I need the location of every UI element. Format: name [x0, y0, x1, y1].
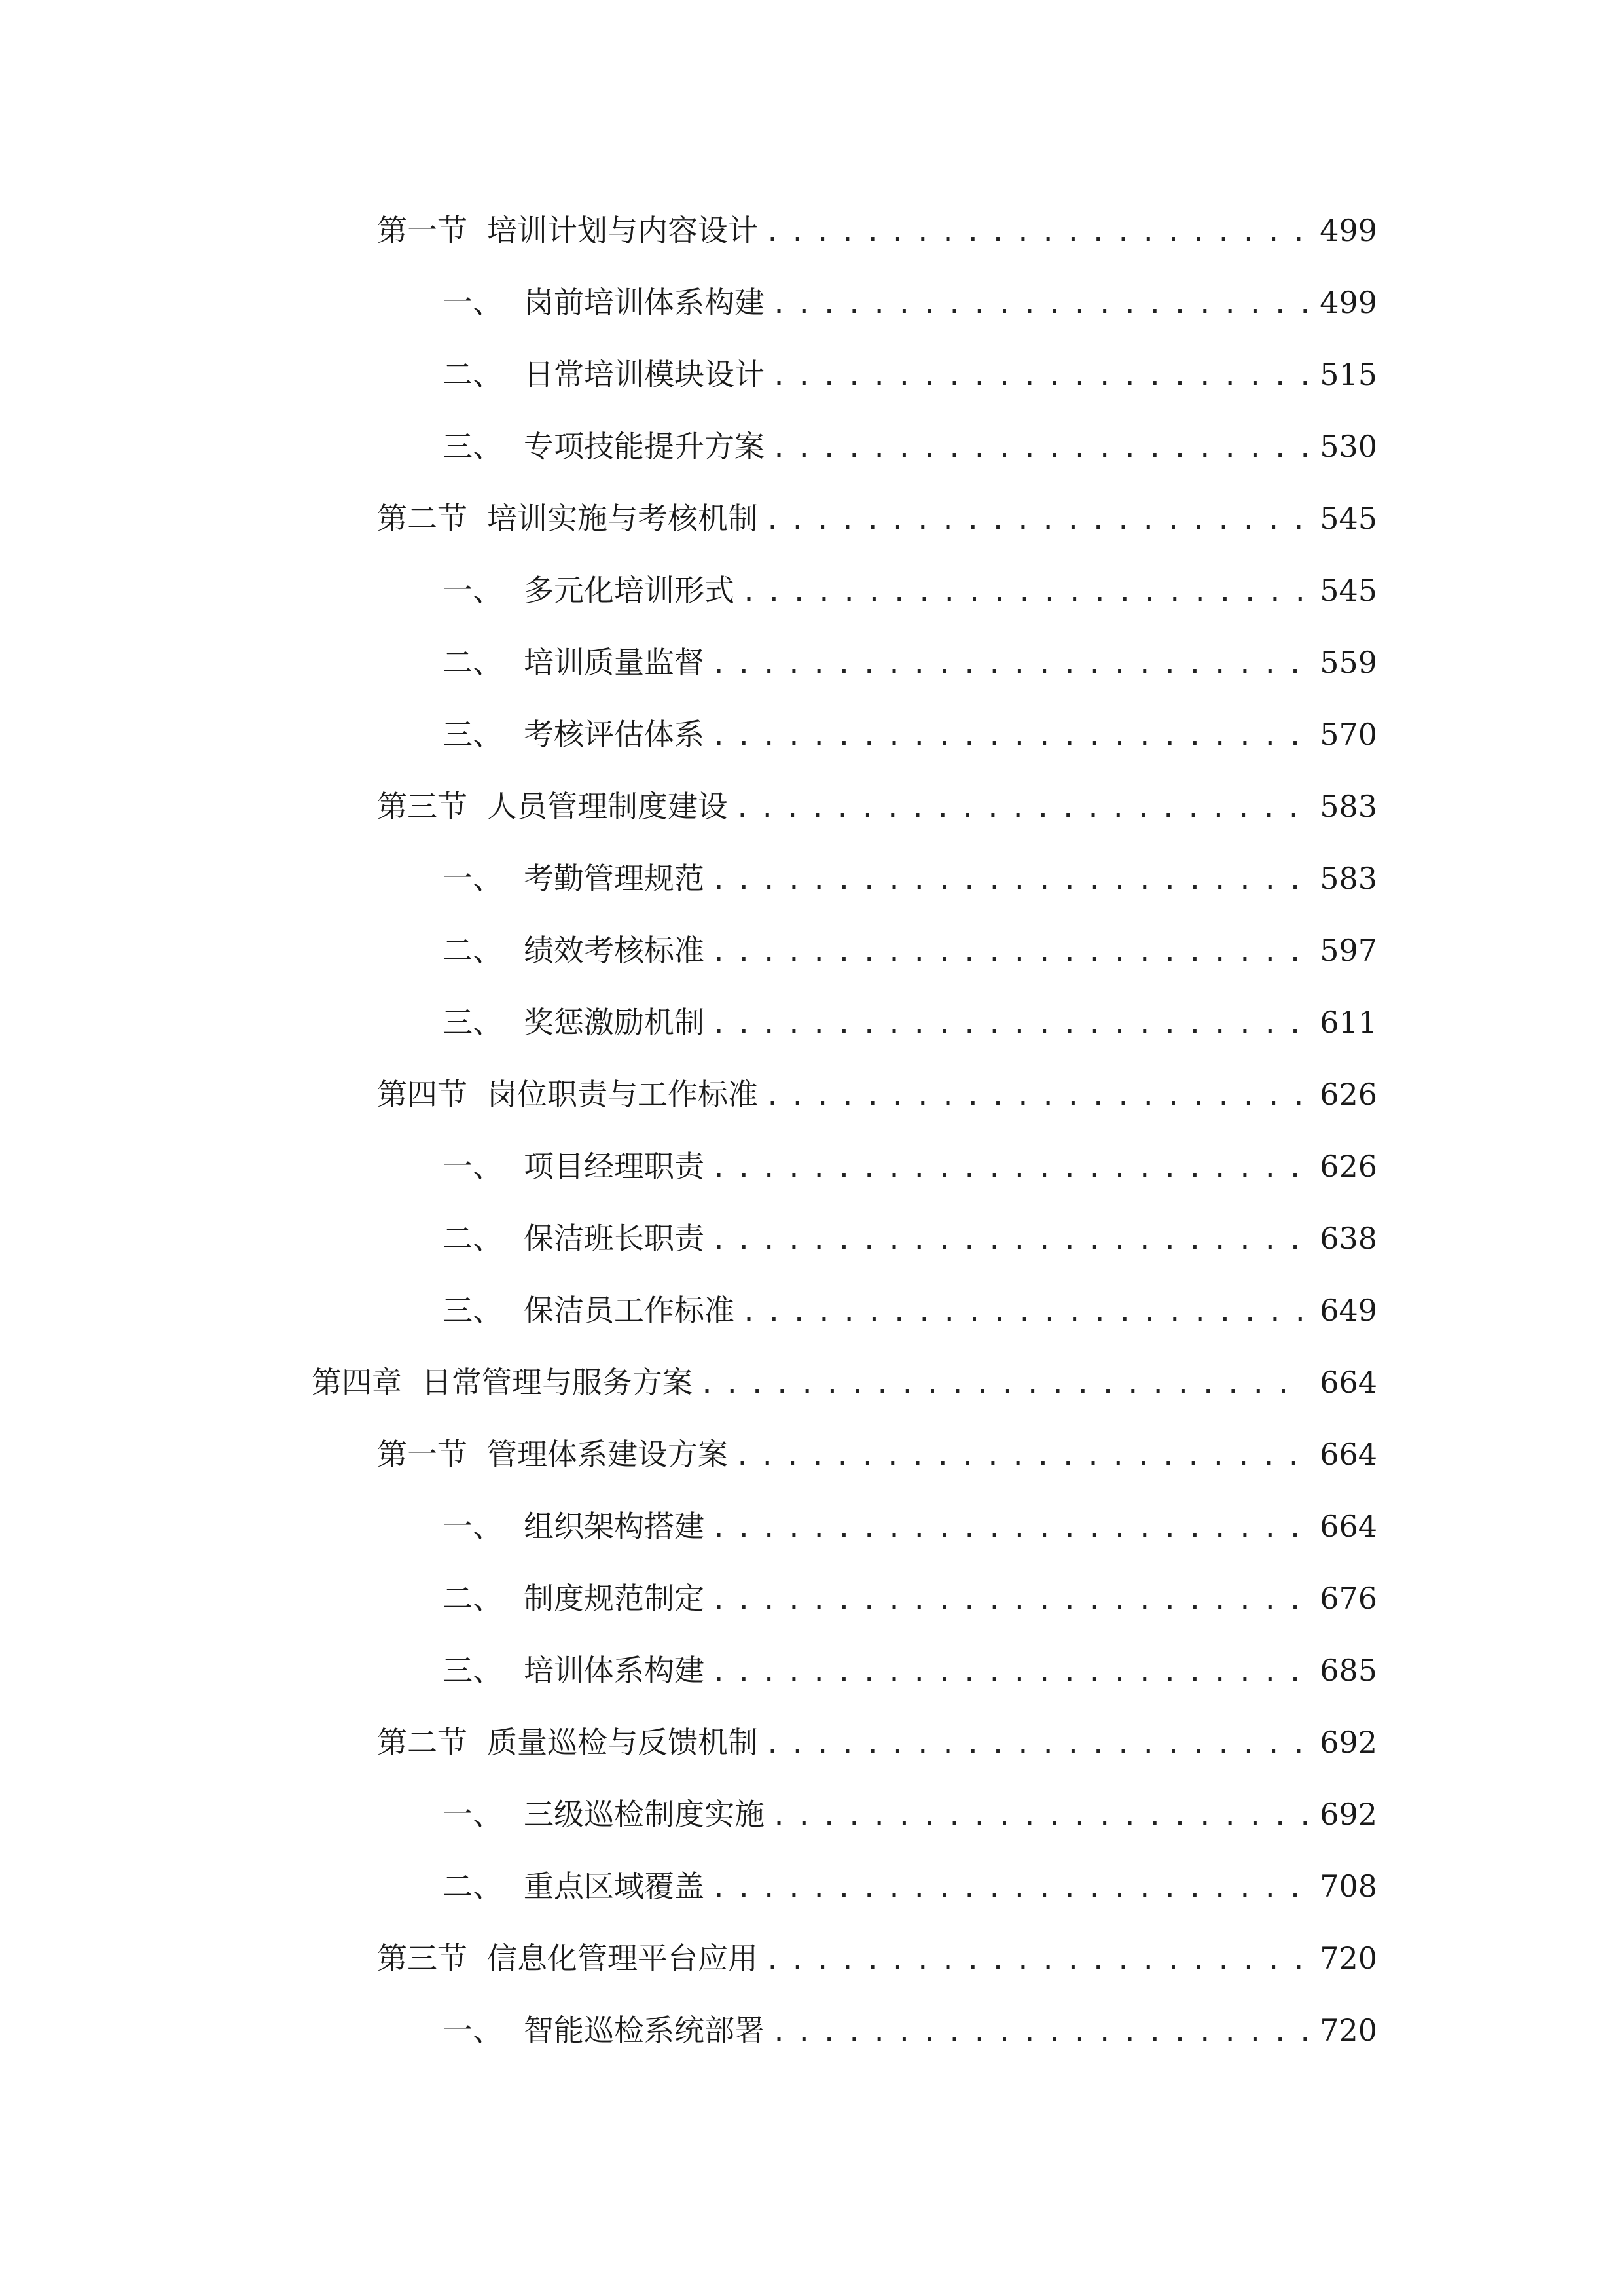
toc-dot-leader — [765, 1718, 1307, 1770]
toc-dot-leader — [711, 638, 1307, 691]
toc-entry[interactable] — [442, 1572, 1377, 1624]
toc-entry-title: 组织架构搭建 — [524, 1509, 704, 1544]
toc-entry-number: 一、 — [442, 1149, 503, 1184]
toc-entry[interactable] — [442, 852, 1377, 905]
toc-entry[interactable] — [377, 1716, 1377, 1768]
toc-entry-number: 第三节 — [377, 1941, 467, 1976]
toc-entry-number: 二、 — [442, 1869, 503, 1904]
toc-entry[interactable] — [377, 204, 1377, 257]
toc-dot-leader — [711, 1214, 1307, 1266]
toc-entry[interactable] — [442, 348, 1377, 401]
toc-entry-title: 日常管理与服务方案 — [422, 1365, 693, 1400]
toc-entry-page: 515 — [1320, 357, 1377, 392]
toc-entry-title: 考核评估体系 — [524, 717, 704, 752]
toc-entry-number: 一、 — [442, 285, 503, 320]
toc-dot-leader — [771, 1790, 1307, 1842]
toc-entry-number: 一、 — [442, 861, 503, 896]
toc-entry[interactable] — [442, 636, 1377, 689]
toc-dot-leader — [711, 710, 1307, 762]
toc-entry[interactable] — [442, 1284, 1377, 1336]
toc-entry-page: 708 — [1320, 1869, 1377, 1904]
toc-entry-number: 二、 — [442, 933, 503, 968]
toc-dot-leader — [711, 998, 1307, 1050]
toc-entry-number: 二、 — [442, 1581, 503, 1616]
toc-entry-title: 管理体系建设方案 — [487, 1437, 728, 1472]
toc-dot-leader — [771, 422, 1307, 475]
toc-entry-page: 676 — [1320, 1581, 1377, 1616]
toc-entry-number: 一、 — [442, 2013, 503, 2048]
toc-entry-number: 三、 — [442, 1653, 503, 1688]
toc-entry-title: 绩效考核标准 — [524, 933, 704, 968]
toc-dot-leader — [711, 1502, 1307, 1554]
toc-entry-page: 559 — [1320, 645, 1377, 680]
toc-entry-title: 重点区域覆盖 — [524, 1869, 704, 1904]
toc-entry-page: 530 — [1320, 429, 1377, 464]
toc-dot-leader — [711, 1574, 1307, 1626]
toc-entry-number: 第二节 — [377, 501, 467, 536]
toc-entry-title: 项目经理职责 — [524, 1149, 704, 1184]
toc-dot-leader — [771, 350, 1307, 403]
toc-entry-page: 626 — [1320, 1077, 1377, 1112]
toc-entry-number: 三、 — [442, 1005, 503, 1040]
toc-entry-title: 质量巡检与反馈机制 — [487, 1725, 758, 1760]
toc-entry[interactable] — [442, 708, 1377, 761]
toc-entry-title: 多元化培训形式 — [524, 573, 734, 608]
toc-entry-page: 638 — [1320, 1221, 1377, 1256]
toc-entry-number: 三、 — [442, 429, 503, 464]
toc-entry[interactable] — [442, 276, 1377, 329]
toc-entry[interactable] — [442, 1644, 1377, 1696]
toc-entry-page: 583 — [1320, 789, 1377, 824]
toc-entry[interactable] — [442, 1860, 1377, 1912]
toc-entry-number: 一、 — [442, 573, 503, 608]
toc-entry-page: 664 — [1320, 1365, 1377, 1400]
toc-entry[interactable] — [377, 1428, 1377, 1480]
toc-entry[interactable] — [377, 1932, 1377, 1984]
toc-dot-leader — [765, 494, 1307, 547]
toc-entry-page: 685 — [1320, 1653, 1377, 1688]
toc-entry-number: 三、 — [442, 1293, 503, 1328]
toc-entry-title: 培训计划与内容设计 — [487, 213, 758, 248]
toc-entry-title: 制度规范制定 — [524, 1581, 704, 1616]
toc-entry-title: 奖惩激励机制 — [524, 1005, 704, 1040]
toc-entry-page: 692 — [1320, 1797, 1377, 1832]
toc-entry-page: 545 — [1320, 501, 1377, 536]
toc-entry[interactable] — [312, 1356, 1377, 1408]
toc-entry-page: 583 — [1320, 861, 1377, 896]
toc-dot-leader — [771, 278, 1307, 331]
toc-dot-leader — [741, 566, 1307, 619]
toc-entry[interactable] — [442, 420, 1377, 473]
toc-entry-page: 499 — [1320, 285, 1377, 320]
toc-entry[interactable] — [377, 492, 1377, 545]
toc-entry-page: 626 — [1320, 1149, 1377, 1184]
toc-entry-title: 人员管理制度建设 — [487, 789, 728, 824]
toc-entry-title: 专项技能提升方案 — [524, 429, 765, 464]
toc-dot-leader — [765, 206, 1307, 259]
toc-entry-number: 第一节 — [377, 1437, 467, 1472]
toc-entry[interactable] — [442, 1500, 1377, 1552]
toc-entry[interactable] — [442, 996, 1377, 1049]
toc-dot-leader — [771, 2006, 1307, 2058]
toc-entry-page: 664 — [1320, 1437, 1377, 1472]
toc-entry[interactable] — [442, 1788, 1377, 1840]
toc-entry[interactable] — [377, 1068, 1377, 1121]
toc-entry[interactable] — [442, 1140, 1377, 1193]
toc-entry-title: 培训质量监督 — [524, 645, 704, 680]
toc-dot-leader — [711, 854, 1307, 906]
toc-entry-page: 611 — [1320, 1005, 1377, 1040]
toc-dot-leader — [711, 1646, 1307, 1698]
toc-entry[interactable] — [442, 2004, 1377, 2056]
toc-entry-number: 第二节 — [377, 1725, 467, 1760]
toc-entry[interactable] — [442, 1212, 1377, 1265]
toc-entry-title: 保洁班长职责 — [524, 1221, 704, 1256]
toc-dot-leader — [711, 1862, 1307, 1914]
toc-dot-leader — [699, 1358, 1307, 1410]
toc-entry-number: 第一节 — [377, 213, 467, 248]
toc-dot-leader — [741, 1286, 1307, 1338]
toc-entry-page: 720 — [1320, 2013, 1377, 2048]
toc-entry-title: 日常培训模块设计 — [524, 357, 765, 392]
toc-dot-leader — [734, 1430, 1307, 1482]
toc-dot-leader — [734, 782, 1307, 834]
toc-entry-title: 岗位职责与工作标准 — [487, 1077, 758, 1112]
toc-entry-number: 三、 — [442, 717, 503, 752]
toc-entry-title: 保洁员工作标准 — [524, 1293, 734, 1328]
toc-entry-page: 692 — [1320, 1725, 1377, 1760]
toc-dot-leader — [765, 1070, 1307, 1122]
toc-entry[interactable] — [442, 564, 1377, 617]
toc-entry-title: 智能巡检系统部署 — [524, 2013, 765, 2048]
toc-entry-number: 二、 — [442, 357, 503, 392]
toc-entry-number: 二、 — [442, 645, 503, 680]
toc-entry-page: 499 — [1320, 213, 1377, 248]
toc-entry-page: 664 — [1320, 1509, 1377, 1544]
toc-entry-number: 一、 — [442, 1509, 503, 1544]
toc-entry[interactable] — [442, 924, 1377, 977]
toc-entry-number: 第三节 — [377, 789, 467, 824]
toc-entry-number: 第四节 — [377, 1077, 467, 1112]
toc-entry-title: 培训实施与考核机制 — [487, 501, 758, 536]
toc-entry-title: 考勤管理规范 — [524, 861, 704, 896]
toc-entry-page: 597 — [1320, 933, 1377, 968]
toc-dot-leader — [711, 926, 1307, 978]
toc-entry-title: 三级巡检制度实施 — [524, 1797, 765, 1832]
toc-entry-title: 培训体系构建 — [524, 1653, 704, 1688]
toc-entry-page: 649 — [1320, 1293, 1377, 1328]
toc-entry[interactable] — [377, 780, 1377, 833]
toc-dot-leader — [711, 1142, 1307, 1194]
toc-entry-page: 720 — [1320, 1941, 1377, 1976]
toc-entry-number: 第四章 — [312, 1365, 402, 1400]
toc-dot-leader — [765, 1934, 1307, 1986]
toc-entry-page: 570 — [1320, 717, 1377, 752]
toc-entry-number: 二、 — [442, 1221, 503, 1256]
toc-entry-title: 信息化管理平台应用 — [487, 1941, 758, 1976]
toc-entry-number: 一、 — [442, 1797, 503, 1832]
toc-entry-title: 岗前培训体系构建 — [524, 285, 765, 320]
toc-entry-page: 545 — [1320, 573, 1377, 608]
